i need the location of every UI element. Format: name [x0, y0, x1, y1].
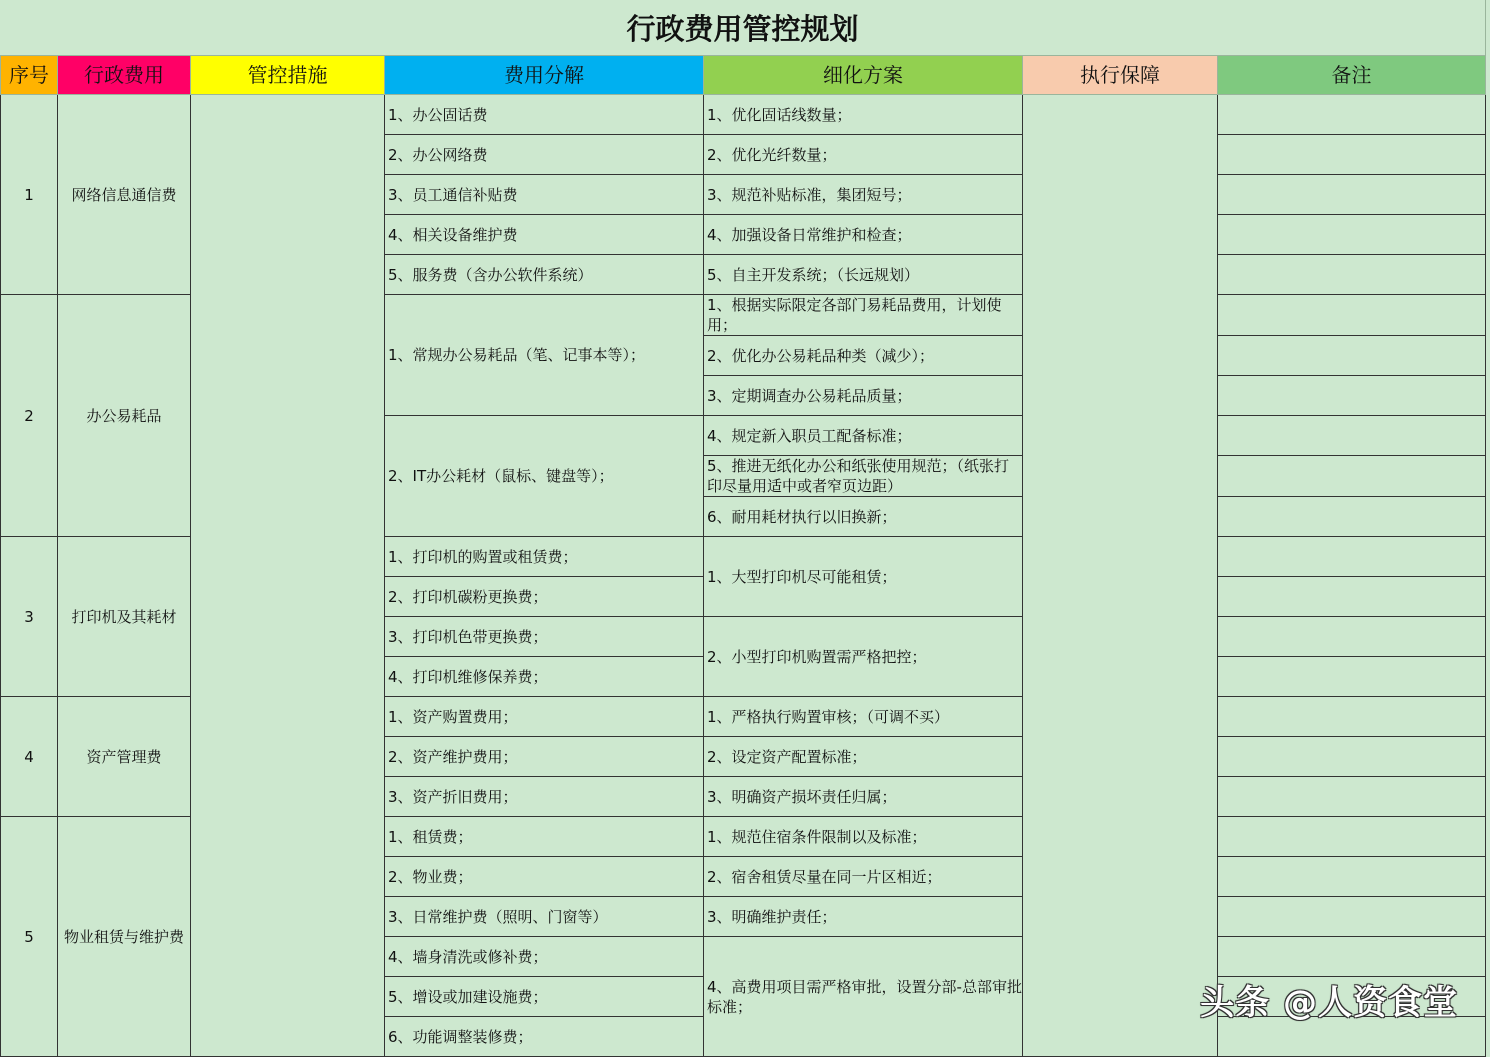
remarks-cell[interactable] [1218, 657, 1486, 697]
breakdown-cell[interactable]: 2、办公网络费 [385, 135, 704, 175]
plan-cell[interactable]: 2、小型打印机购置需严格把控； [704, 617, 1023, 697]
breakdown-cell[interactable]: 2、IT办公耗材（鼠标、键盘等）； [385, 416, 704, 537]
breakdown-cell[interactable]: 2、打印机碳粉更换费； [385, 577, 704, 617]
category-cell[interactable]: 资产管理费 [58, 697, 191, 817]
remarks-cell[interactable] [1218, 295, 1486, 336]
row-number[interactable]: 2 [1, 295, 58, 537]
remarks-cell[interactable] [1218, 336, 1486, 376]
plan-cell[interactable]: 2、宿舍租赁尽量在同一片区相近； [704, 857, 1023, 897]
plan-cell[interactable]: 3、明确维护责任； [704, 897, 1023, 937]
expense-table [0, 55, 1486, 1057]
row-number[interactable]: 1 [1, 95, 58, 295]
header-breakdown[interactable]: 费用分解 [385, 56, 704, 95]
category-cell[interactable]: 打印机及其耗材 [58, 537, 191, 697]
breakdown-cell[interactable]: 1、办公固话费 [385, 95, 704, 135]
plan-cell[interactable]: 2、优化光纤数量； [704, 135, 1023, 175]
header-remarks[interactable]: 备注 [1218, 56, 1486, 95]
plan-cell[interactable]: 3、规范补贴标准，集团短号； [704, 175, 1023, 215]
breakdown-cell[interactable]: 5、增设或加建设施费； [385, 977, 704, 1017]
plan-cell[interactable]: 6、耐用耗材执行以旧换新； [704, 497, 1023, 537]
table-row [1, 95, 1486, 135]
remarks-cell[interactable] [1218, 617, 1486, 657]
header-plan[interactable]: 细化方案 [704, 56, 1023, 95]
watermark-text: 头条 @人资食堂 [1200, 983, 1458, 1023]
remarks-cell[interactable] [1218, 537, 1486, 577]
breakdown-cell[interactable]: 2、物业费； [385, 857, 704, 897]
header-category[interactable]: 行政费用 [58, 56, 191, 95]
breakdown-cell[interactable]: 5、服务费（含办公软件系统） [385, 255, 704, 295]
remarks-cell[interactable] [1218, 376, 1486, 416]
remarks-cell[interactable] [1218, 456, 1486, 497]
plan-cell[interactable]: 2、设定资产配置标准； [704, 737, 1023, 777]
row-number[interactable]: 3 [1, 537, 58, 697]
breakdown-cell[interactable]: 3、打印机色带更换费； [385, 617, 704, 657]
plan-cell[interactable]: 1、规范住宿条件限制以及标准； [704, 817, 1023, 857]
breakdown-cell[interactable]: 2、资产维护费用； [385, 737, 704, 777]
plan-cell[interactable]: 3、定期调查办公易耗品质量； [704, 376, 1023, 416]
remarks-cell[interactable] [1218, 95, 1486, 135]
plan-cell[interactable]: 1、严格执行购置审核；（可调不买） [704, 697, 1023, 737]
breakdown-cell[interactable]: 3、员工通信补贴费 [385, 175, 704, 215]
plan-cell[interactable]: 4、加强设备日常维护和检查； [704, 215, 1023, 255]
header-no[interactable]: 序号 [1, 56, 58, 95]
category-cell[interactable]: 物业租赁与维护费 [58, 817, 191, 1057]
row-number[interactable]: 5 [1, 817, 58, 1057]
breakdown-cell[interactable]: 6、功能调整装修费； [385, 1017, 704, 1057]
breakdown-cell[interactable]: 3、资产折旧费用； [385, 777, 704, 817]
guarantee-cell[interactable] [1023, 95, 1218, 1057]
plan-cell[interactable]: 4、规定新入职员工配备标准； [704, 416, 1023, 456]
remarks-cell[interactable] [1218, 697, 1486, 737]
remarks-cell[interactable] [1218, 817, 1486, 857]
remarks-cell[interactable] [1218, 416, 1486, 456]
breakdown-cell[interactable]: 1、打印机的购置或租赁费； [385, 537, 704, 577]
header-row [1, 56, 1486, 95]
remarks-cell[interactable] [1218, 937, 1486, 977]
category-cell[interactable]: 办公易耗品 [58, 295, 191, 537]
header-measures[interactable]: 管控措施 [191, 56, 385, 95]
sheet-title: 行政费用管控规划 [0, 0, 1486, 55]
plan-cell[interactable]: 5、推进无纸化办公和纸张使用规范；（纸张打印尽量用适中或者窄页边距） [704, 456, 1023, 497]
breakdown-cell[interactable]: 1、租赁费； [385, 817, 704, 857]
plan-cell[interactable]: 3、明确资产损坏责任归属； [704, 777, 1023, 817]
remarks-cell[interactable] [1218, 577, 1486, 617]
category-cell[interactable]: 网络信息通信费 [58, 95, 191, 295]
plan-cell[interactable]: 1、大型打印机尽可能租赁； [704, 537, 1023, 617]
remarks-cell[interactable] [1218, 215, 1486, 255]
row-number[interactable]: 4 [1, 697, 58, 817]
remarks-cell[interactable] [1218, 135, 1486, 175]
plan-cell[interactable]: 5、自主开发系统；（长远规划） [704, 255, 1023, 295]
plan-cell[interactable]: 1、根据实际限定各部门易耗品费用，计划使用； [704, 295, 1023, 336]
breakdown-cell[interactable]: 3、日常维护费（照明、门窗等） [385, 897, 704, 937]
breakdown-cell[interactable]: 4、打印机维修保养费； [385, 657, 704, 697]
remarks-cell[interactable] [1218, 737, 1486, 777]
remarks-cell[interactable] [1218, 857, 1486, 897]
remarks-cell[interactable] [1218, 497, 1486, 537]
breakdown-cell[interactable]: 4、相关设备维护费 [385, 215, 704, 255]
breakdown-cell[interactable]: 1、常规办公易耗品（笔、记事本等）； [385, 295, 704, 416]
remarks-cell[interactable] [1218, 777, 1486, 817]
remarks-cell[interactable] [1218, 175, 1486, 215]
measures-cell[interactable] [191, 95, 385, 1057]
remarks-cell[interactable] [1218, 255, 1486, 295]
remarks-cell[interactable] [1218, 897, 1486, 937]
header-guarantee[interactable]: 执行保障 [1023, 56, 1218, 95]
plan-cell[interactable]: 2、优化办公易耗品种类（减少）； [704, 336, 1023, 376]
plan-cell[interactable]: 4、高费用项目需严格审批，设置分部-总部审批标准； [704, 937, 1023, 1057]
plan-cell[interactable]: 1、优化固话线数量； [704, 95, 1023, 135]
breakdown-cell[interactable]: 4、墙身清洗或修补费； [385, 937, 704, 977]
breakdown-cell[interactable]: 1、资产购置费用； [385, 697, 704, 737]
